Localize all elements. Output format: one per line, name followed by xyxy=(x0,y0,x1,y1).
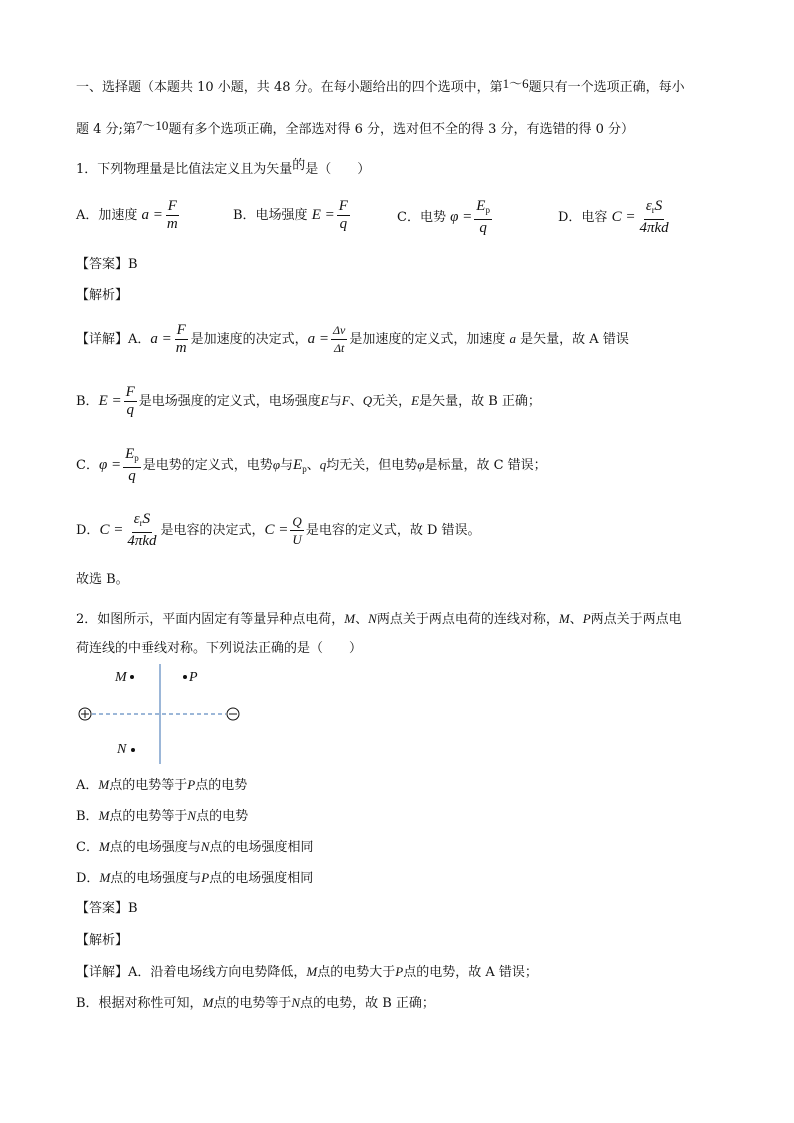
section-header-line-2 xyxy=(76,116,634,140)
q2-stem-text: 、 xyxy=(569,612,583,627)
detail-text: 是加速度的决定式， xyxy=(190,331,308,347)
detail-prefix: C． xyxy=(76,457,99,473)
header-text: 题有多个选项正确，全部选对得 6 分，选对但不全的得 3 分，有选错的得 0 分） xyxy=(168,122,635,137)
label-n: N xyxy=(117,742,127,757)
detail-text: 点的电势，故 B 正确； xyxy=(300,996,435,1011)
q1-option-b xyxy=(233,198,352,233)
var-m: M xyxy=(98,777,110,792)
q1-detail-b xyxy=(76,384,541,419)
detail-text: 点的电势，故 A 错误； xyxy=(403,965,538,980)
label-p: P xyxy=(189,670,198,685)
var-a: a xyxy=(509,330,517,346)
q1-option-a-label: A．加速度 xyxy=(76,207,138,223)
var-e: E xyxy=(320,392,329,408)
detail-text: 是矢量，故 B 正确； xyxy=(419,393,541,409)
var-f: F xyxy=(341,392,350,408)
q1-detail-a xyxy=(76,322,629,357)
option-letter: B． xyxy=(76,809,99,824)
header-text: 题 4 分;第 xyxy=(76,122,136,137)
var-m: M xyxy=(558,611,570,626)
q1-detail-d xyxy=(76,511,481,550)
option-text: 点的电场强度相同 xyxy=(209,840,314,855)
header-text: 题只有一个选项正确，每小 xyxy=(528,80,685,95)
formula-c-eq-q-over-u: C = $\frac{Q}{U}$ xyxy=(264,514,302,547)
detail-prefix: 【详解】A． xyxy=(76,331,151,347)
q1-option-a xyxy=(76,198,182,233)
var-m: M xyxy=(99,870,111,885)
q1-conclusion: 故选 B。 xyxy=(76,572,129,587)
var-m: M xyxy=(306,964,318,979)
charge-diagram xyxy=(72,662,252,768)
detail-text: 是标量，故 C 错误； xyxy=(424,457,547,473)
q2-stem-line-1 xyxy=(76,609,682,630)
detail-text: 是电容的决定式， xyxy=(160,522,265,538)
var-n: N xyxy=(291,995,301,1010)
q2-stem-line-2: 荷连线的中垂线对称。下列说法正确的是（ ） xyxy=(76,641,363,656)
q1-option-c-label: C．电势 xyxy=(397,209,446,225)
q2-stem-text: 两点关于两点电荷的连线对称， xyxy=(376,612,559,627)
formula-phi-eq-ep-over-q: φ = $\frac{E_p}{q}$ xyxy=(450,198,490,236)
var-n: N xyxy=(187,808,197,823)
var-phi: φ xyxy=(417,456,425,472)
var-ep: $E_p$ xyxy=(293,456,307,474)
formula-a-eq-f-over-m: a = $\frac{F}{m}$ xyxy=(150,322,187,356)
q2-option-b xyxy=(76,806,248,827)
point-n xyxy=(131,748,135,752)
var-m: M xyxy=(344,611,356,626)
option-letter: A． xyxy=(76,778,99,793)
detail-text: 点的电势大于 xyxy=(317,965,396,980)
option-text: 点的电势 xyxy=(196,809,249,824)
var-n: N xyxy=(200,839,210,854)
option-text: 点的电场强度与 xyxy=(109,840,201,855)
q1-option-c xyxy=(397,198,494,237)
q2-option-a xyxy=(76,775,247,796)
detail-text: 与 xyxy=(280,457,294,473)
q1-option-b-label: B．电场强度 xyxy=(233,207,308,223)
var-m: M xyxy=(98,839,110,854)
detail-text: B．根据对称性可知， xyxy=(76,996,203,1011)
negative-charge-icon xyxy=(227,708,239,720)
var-p: P xyxy=(187,777,196,792)
option-text: 点的电场强度相同 xyxy=(209,871,314,886)
detail-text: 与 xyxy=(328,393,342,409)
var-q: Q xyxy=(362,392,373,408)
option-letter: D． xyxy=(76,871,100,886)
var-m: M xyxy=(98,808,110,823)
var-e: E xyxy=(411,392,420,408)
var-q: q xyxy=(319,456,327,472)
q1-stem-text: 1．下列物理量是比值法定义且为矢量 xyxy=(76,162,293,177)
option-text: 点的电势等于 xyxy=(109,778,188,793)
var-m: M xyxy=(202,995,214,1010)
q2-detail-a xyxy=(76,962,538,983)
detail-text: 均无关，但电势 xyxy=(326,457,418,473)
header-text: 一、选择题（本题共 10 小题，共 48 分。在每小题给出的四个选项中，第 xyxy=(76,80,503,95)
var-n: N xyxy=(368,611,377,626)
q1-stem xyxy=(76,156,370,180)
point-m xyxy=(130,675,134,679)
header-range-1: 1～6 xyxy=(502,76,529,91)
q1-analysis: 【解析】 xyxy=(76,288,129,303)
q2-option-c xyxy=(76,837,314,858)
detail-text: 是电势的定义式，电势 xyxy=(142,457,273,473)
formula-capacitance: C = $\frac{\varepsilon_rS}{\text{4πkd}}$ xyxy=(611,198,669,236)
option-text: 点的电势 xyxy=(195,778,248,793)
q1-stem-end: 是（ ） xyxy=(305,162,371,177)
q1-option-d-label: D．电容 xyxy=(558,209,608,225)
detail-text: 【详解】A．沿着电场线方向电势降低， xyxy=(76,965,307,980)
detail-text: 无关， xyxy=(372,393,412,409)
q2-answer: 【答案】B xyxy=(76,901,138,916)
q1-option-d xyxy=(558,198,673,237)
detail-text: 是矢量，故 A 错误 xyxy=(520,331,629,347)
formula-a-eq-f-over-m: a = $\frac{F}{m}$ xyxy=(141,198,178,232)
section-header-line-1 xyxy=(76,74,685,98)
q2-stem-text: 2．如图所示，平面内固定有等量异种点电荷， xyxy=(76,612,345,627)
formula-a-eq-dv-over-dt: a = $\frac{\Delta v}{\Delta t}$ xyxy=(307,323,346,355)
formula-e-eq-f-over-q: E = $\frac{F}{q}$ xyxy=(311,198,348,232)
q2-analysis: 【解析】 xyxy=(76,933,129,948)
q2-stem-text: 、 xyxy=(355,612,369,627)
detail-prefix: B． xyxy=(76,393,99,409)
var-phi: φ xyxy=(272,456,281,472)
var-p: P xyxy=(201,870,210,885)
var-p: P xyxy=(582,611,591,626)
formula-capacitance: C = $\frac{\varepsilon_rS}{\text{4πkd}}$ xyxy=(99,511,157,549)
q1-answer: 【答案】B xyxy=(76,257,138,272)
point-p xyxy=(183,675,187,679)
q1-detail-c xyxy=(76,446,547,485)
q2-option-d xyxy=(76,868,313,889)
detail-text: 、 xyxy=(349,393,363,409)
var-p: P xyxy=(395,964,404,979)
positive-charge-icon xyxy=(79,708,91,720)
label-m: M xyxy=(115,670,127,685)
q1-stem-de: 的 xyxy=(292,158,306,173)
option-text: 点的电场强度与 xyxy=(110,871,202,886)
detail-text: 是电场强度的定义式，电场强度 xyxy=(138,393,321,409)
header-range-2: 7～10 xyxy=(135,118,169,133)
detail-text: 点的电势等于 xyxy=(213,996,292,1011)
detail-prefix: D． xyxy=(76,522,100,538)
option-letter: C． xyxy=(76,840,99,855)
q2-stem-text: 两点关于两点电 xyxy=(590,612,682,627)
option-text: 点的电势等于 xyxy=(109,809,188,824)
detail-text: 是加速度的定义式，加速度 xyxy=(349,331,506,347)
formula-e-eq-f-over-q: E = $\frac{F}{q}$ xyxy=(98,384,135,418)
q2-detail-b xyxy=(76,993,435,1014)
detail-text: 是电容的定义式，故 D 错误。 xyxy=(305,522,481,538)
detail-text: 、 xyxy=(306,457,320,473)
formula-phi-eq-ep-over-q: φ = $\frac{E_p}{q}$ xyxy=(98,446,139,484)
